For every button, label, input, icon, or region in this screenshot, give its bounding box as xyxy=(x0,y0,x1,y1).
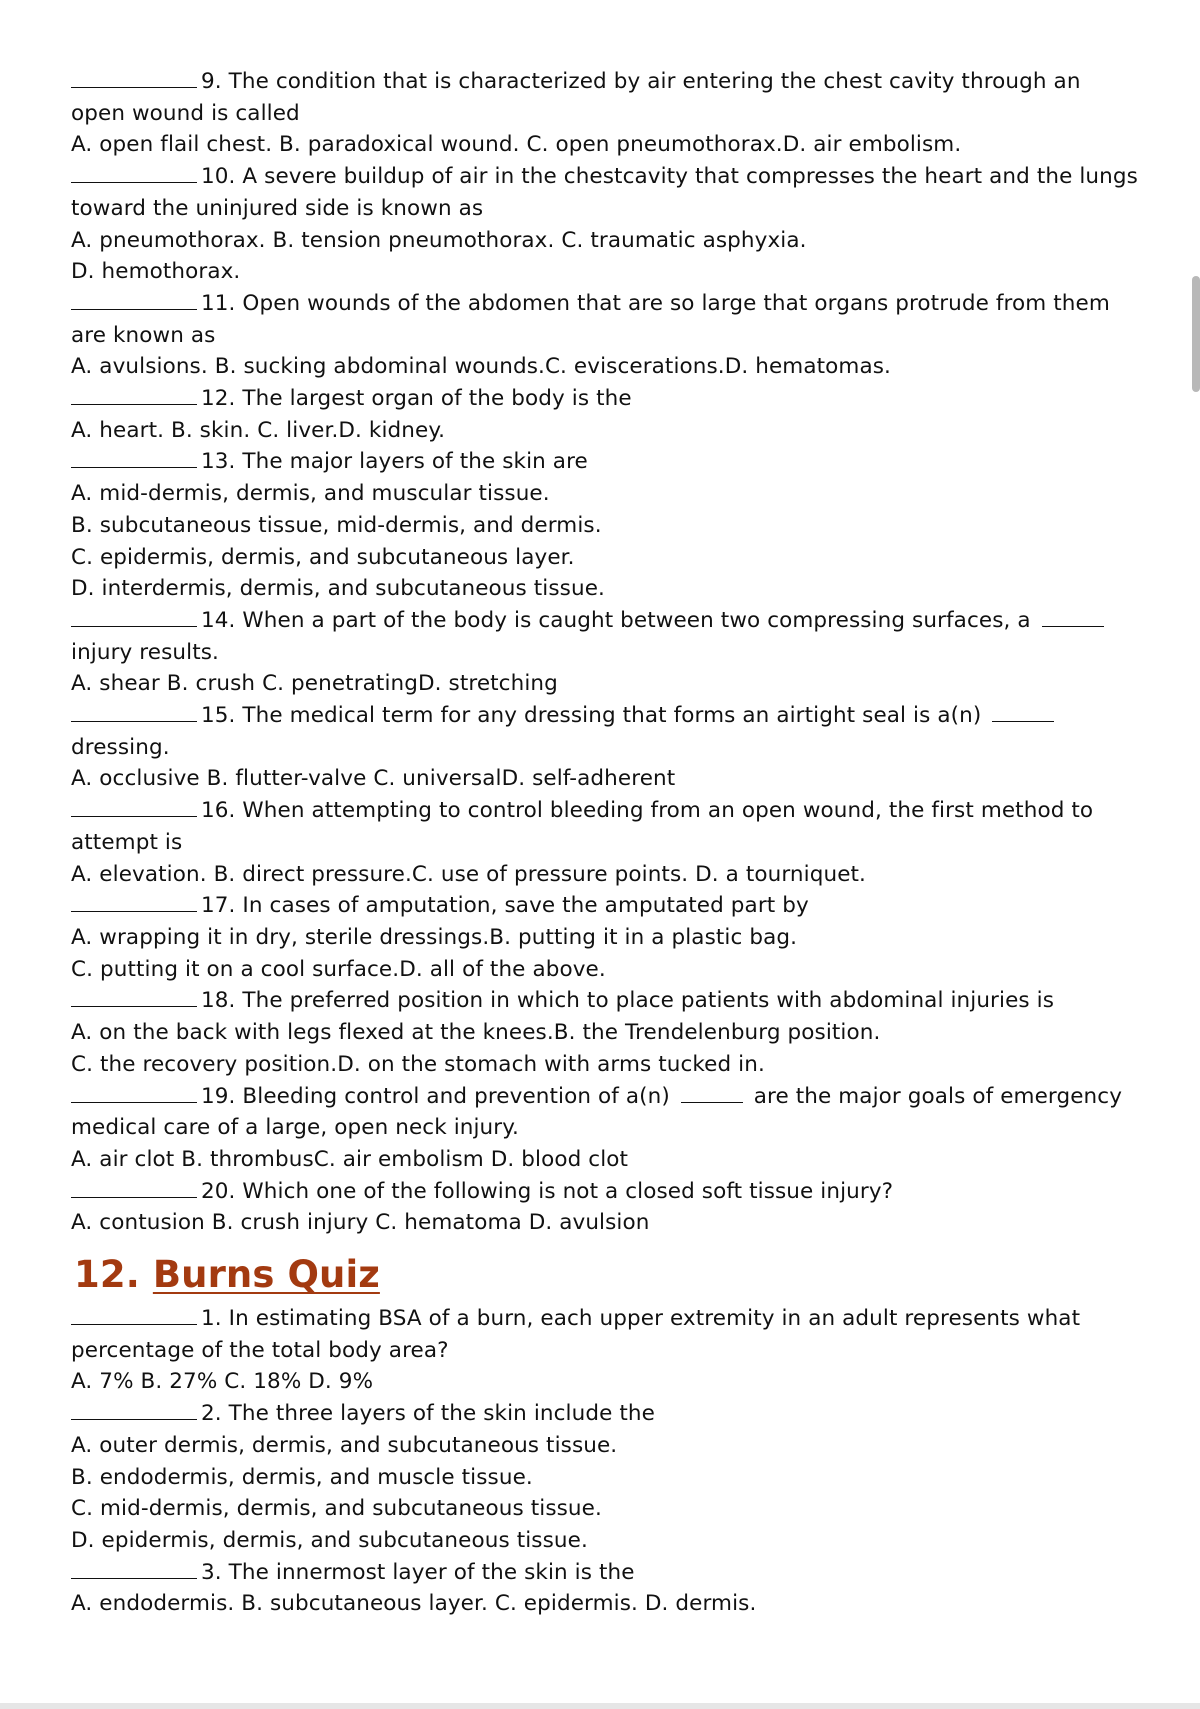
question-text: 15. The medical term for any dressing that forms an airtight seal is a(n) xyxy=(201,703,982,729)
answer-blank[interactable] xyxy=(71,608,197,627)
question-text: 1. In estimating BSA of a burn, each upper extremity in an adult represents what xyxy=(201,1306,1081,1332)
answer-blank[interactable] xyxy=(71,1401,197,1420)
question-continuation: open wound is called xyxy=(71,100,300,126)
question-20 xyxy=(71,1176,1131,1239)
quiz-content xyxy=(71,66,1138,1620)
question-item xyxy=(71,66,1131,161)
question-continuation: dressing. xyxy=(71,734,170,760)
section-number: 12. xyxy=(74,1253,140,1297)
answer-options: A. mid-dermis, dermis, and muscular tissue. xyxy=(71,481,550,507)
question-19 xyxy=(71,1081,1131,1176)
question-stem xyxy=(71,985,1131,1017)
answer-options: B. subcutaneous tissue, mid-dermis, and dermis. xyxy=(71,512,602,538)
question-text: 14. When a part of the body is caught between two compressing surfaces, a xyxy=(201,607,1031,633)
fill-in-blank[interactable] xyxy=(1042,608,1104,627)
question-text-tail: are the major goals of emergency xyxy=(753,1083,1123,1109)
question-stem xyxy=(71,1303,1131,1335)
question-continuation: injury results. xyxy=(71,639,219,665)
question-text: 19. Bleeding control and prevention of a(n) xyxy=(201,1083,670,1109)
question-text: 16. When attempting to control bleeding from an open wound, the first method to xyxy=(201,798,1094,824)
question-text: 18. The preferred position in which to place patients with abdominal injuries is xyxy=(201,988,1055,1014)
question-text: 9. The condition that is characterized by air entering the chest cavity through an xyxy=(201,69,1081,94)
answer-options: A. outer dermis, dermis, and subcutaneous tissue. xyxy=(71,1432,618,1458)
answer-options: A. avulsions. B. sucking abdominal wounds.C. eviscerations.D. hematomas. xyxy=(71,354,891,380)
question-stem xyxy=(71,288,1131,320)
question-stem xyxy=(71,446,1131,478)
answer-options: A. occlusive B. flutter-valve C. universalD. self-adherent xyxy=(71,766,676,792)
answer-options: A. shear B. crush C. penetratingD. stretching xyxy=(71,671,558,697)
question-item xyxy=(71,985,1131,1080)
answer-options: C. mid-dermis, dermis, and subcutaneous tissue. xyxy=(71,1496,602,1522)
answer-options: D. epidermis, dermis, and subcutaneous tissue. xyxy=(71,1527,588,1553)
fill-in-blank[interactable] xyxy=(992,703,1054,722)
answer-options: A. pneumothorax. B. tension pneumothorax. C. traumatic asphyxia. xyxy=(71,227,807,253)
question-continuation: medical care of a large, open neck injury. xyxy=(71,1115,519,1141)
scrollbar-thumb[interactable] xyxy=(1192,276,1200,392)
question-item xyxy=(71,1398,1131,1557)
answer-options: D. hemothorax. xyxy=(71,259,241,285)
question-item xyxy=(71,383,1131,446)
question-item xyxy=(71,1557,1131,1620)
fill-in-blank[interactable] xyxy=(681,1084,743,1103)
answer-blank[interactable] xyxy=(71,1084,197,1103)
answer-options: A. heart. B. skin. C. liver.D. kidney. xyxy=(71,417,446,443)
question-text: 12. The largest organ of the body is the xyxy=(201,386,632,412)
question-stem xyxy=(71,605,1131,637)
bottom-edge xyxy=(0,1703,1200,1709)
answer-blank[interactable] xyxy=(71,291,197,310)
answer-blank[interactable] xyxy=(71,1306,197,1325)
question-list-part3 xyxy=(71,1303,1131,1620)
question-stem xyxy=(71,1557,1131,1589)
question-text: 17. In cases of amputation, save the amputated part by xyxy=(201,893,809,919)
question-continuation: toward the uninjured side is known as xyxy=(71,195,484,221)
answer-options: A. endodermis. B. subcutaneous layer. C. epidermis. D. dermis. xyxy=(71,1591,757,1617)
question-item xyxy=(71,890,1131,985)
question-item xyxy=(71,795,1131,890)
answer-blank[interactable] xyxy=(71,386,197,405)
question-list-part2 xyxy=(71,795,1131,1080)
question-stem xyxy=(71,700,1131,732)
question-15 xyxy=(71,700,1131,795)
answer-blank[interactable] xyxy=(71,988,197,1007)
answer-options: B. endodermis, dermis, and muscle tissue. xyxy=(71,1464,533,1490)
question-14 xyxy=(71,605,1131,700)
answer-options: A. elevation. B. direct pressure.C. use of pressure points. D. a tourniquet. xyxy=(71,861,866,887)
question-continuation: percentage of the total body area? xyxy=(71,1337,449,1363)
question-stem xyxy=(71,795,1131,827)
answer-options: D. interdermis, dermis, and subcutaneous tissue. xyxy=(71,576,605,602)
answer-options: C. the recovery position.D. on the stomach with arms tucked in. xyxy=(71,1051,765,1077)
answer-blank[interactable] xyxy=(71,798,197,817)
question-stem xyxy=(71,1081,1131,1113)
answer-blank[interactable] xyxy=(71,893,197,912)
question-text: 13. The major layers of the skin are xyxy=(201,449,588,475)
answer-blank[interactable] xyxy=(71,449,197,468)
answer-blank[interactable] xyxy=(71,1560,197,1579)
answer-options: C. putting it on a cool surface.D. all of the above. xyxy=(71,956,606,982)
answer-options: A. air clot B. thrombusC. air embolism D. blood clot xyxy=(71,1146,629,1172)
question-item xyxy=(71,1303,1131,1398)
section-title: Burns Quiz xyxy=(152,1253,380,1297)
question-continuation: attempt is xyxy=(71,829,183,855)
answer-options: C. epidermis, dermis, and subcutaneous layer. xyxy=(71,544,575,570)
question-item xyxy=(71,288,1131,383)
question-text: 10. A severe buildup of air in the chestcavity that compresses the heart and the lungs xyxy=(201,164,1138,190)
answer-options: A. on the back with legs flexed at the knees.B. the Trendelenburg position. xyxy=(71,1020,881,1046)
answer-blank[interactable] xyxy=(71,1179,197,1198)
question-text: 20. Which one of the following is not a closed soft tissue injury? xyxy=(201,1178,894,1204)
question-text: 3. The innermost layer of the skin is the xyxy=(201,1559,635,1585)
answer-options: A. contusion B. crush injury C. hematoma D. avulsion xyxy=(71,1210,650,1236)
answer-blank[interactable] xyxy=(71,69,197,88)
question-continuation: are known as xyxy=(71,322,216,348)
question-stem xyxy=(71,161,1138,193)
answer-options: A. open flail chest. B. paradoxical wound. C. open pneumothorax.D. air embolism. xyxy=(71,132,962,158)
question-stem xyxy=(71,383,1131,415)
answer-options: A. wrapping it in dry, sterile dressings.B. putting it in a plastic bag. xyxy=(71,924,798,950)
answer-options: A. 7% B. 27% C. 18% D. 9% xyxy=(71,1369,374,1395)
question-stem xyxy=(71,890,1131,922)
question-stem xyxy=(71,1176,1131,1208)
question-item xyxy=(71,446,1131,605)
question-text: 11. Open wounds of the abdomen that are so large that organs protrude from them xyxy=(201,290,1110,316)
answer-blank[interactable] xyxy=(71,703,197,722)
question-item xyxy=(71,161,1138,288)
question-stem xyxy=(71,1398,1131,1430)
section-heading xyxy=(74,1253,1131,1297)
question-stem xyxy=(71,66,1131,98)
question-list-part1 xyxy=(71,66,1138,605)
answer-blank[interactable] xyxy=(71,164,197,183)
question-text: 2. The three layers of the skin include the xyxy=(201,1401,655,1427)
